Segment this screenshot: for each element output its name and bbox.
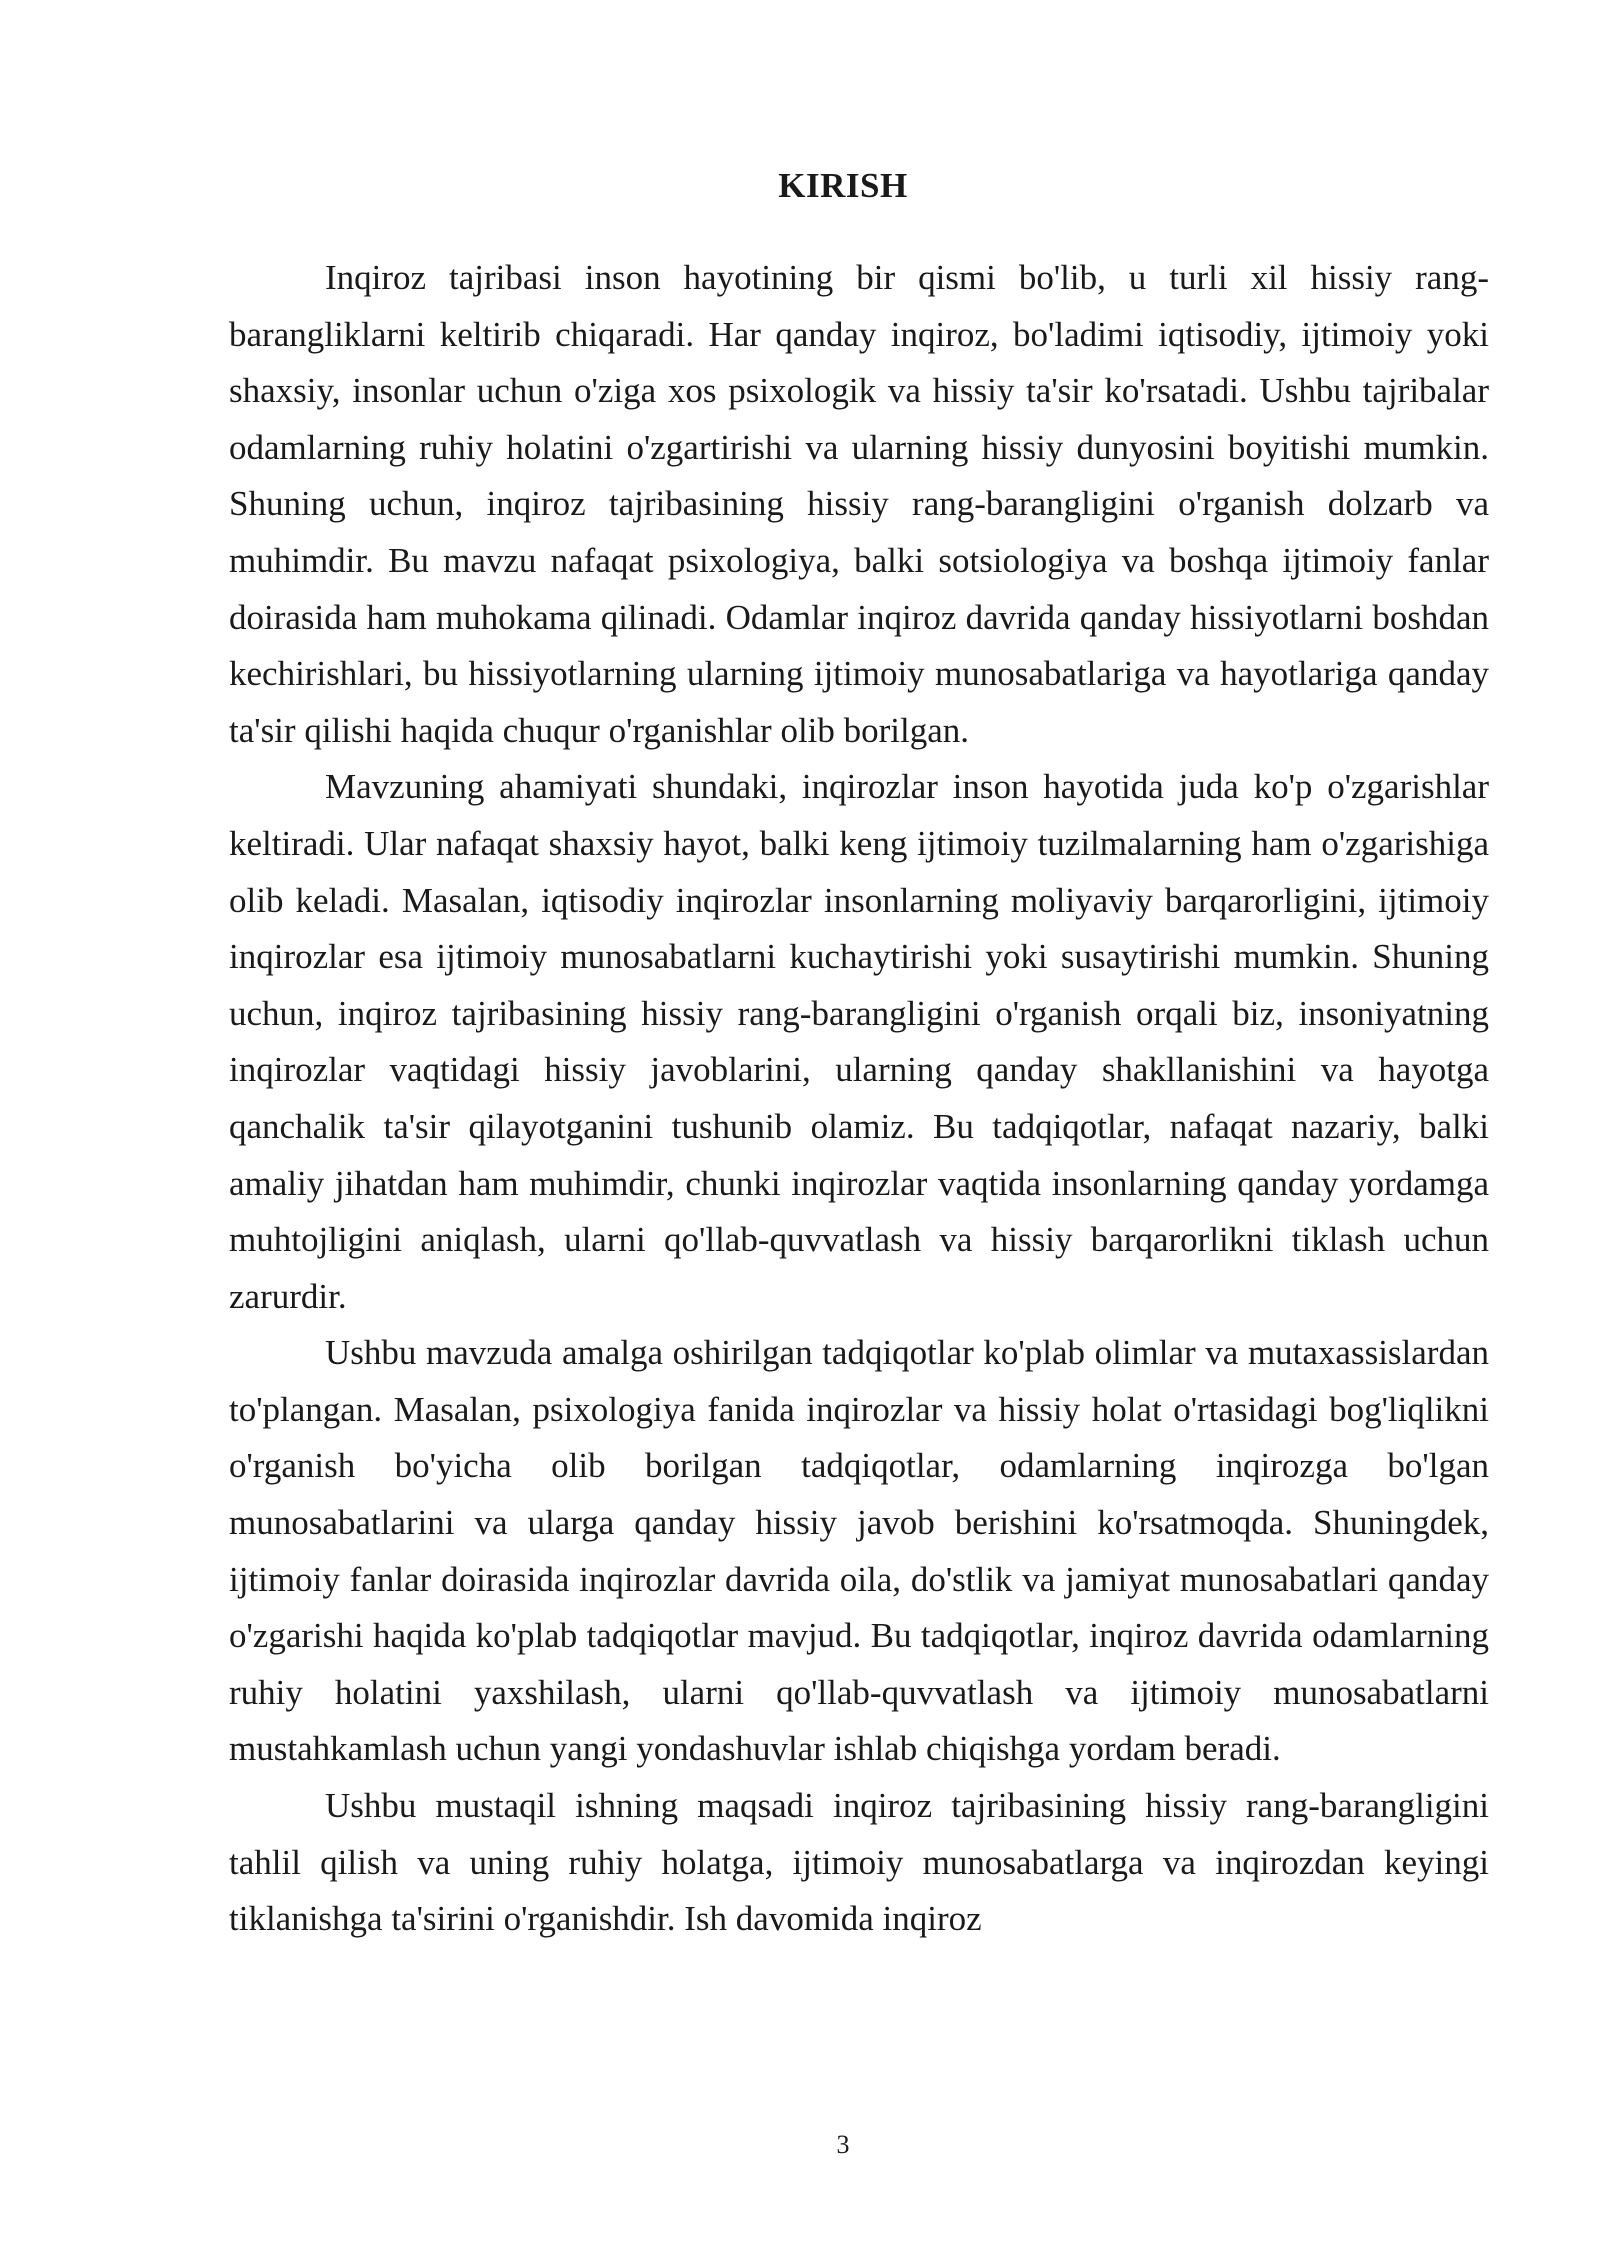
page-number: 3 (836, 2130, 850, 2159)
page-title: KIRISH (778, 166, 908, 205)
paragraph-2: Mavzuning ahamiyati shundaki, inqirozlar inson hayotida juda ko'p o'zgarishlar keltiradi. Ular nafaqat shaxsiy hayot, balki keng ijtimoiy tuzilmalarning ham o'zgarishiga olib keladi. Masalan, iqtisodiy inqirozlar insonlarning moliyaviy barqarorligini, ijtimoiy inqirozlar esa ijtimoiy munosabatlarni kuchaytirishi yoki susaytirishi mumkin. Shuning uchun, inqiroz tajribasining hissiy rang-barangligini o'rganish orqali biz, insoniyatning inqirozlar vaqtidagi hissiy javoblarini, ularning qanday shakllanishini va hayotga qanchalik ta'sir qilayotganini tushunib olamiz. Bu tadqiqotlar, nafaqat nazariy, balki amaliy jihatdan ham muhimdir, chunki inqirozlar vaqtida insonlarning qanday yordamga muhtojligini aniqlash, ularni qo'llab-quvvatlash va hissiy barqarorlikni tiklash uchun zarurdir. (229, 767, 1489, 1316)
paragraph-4: Ushbu mustaqil ishning maqsadi inqiroz tajribasining hissiy rang-barangligini tahlil qilish va uning ruhiy holatga, ijtimoiy munosabatlarga va inqirozdan keyingi tiklanishga ta'sirini o'rganishdir. Ish davomida inqiroz (229, 1786, 1489, 1939)
paragraph-1: Inqiroz tajribasi inson hayotining bir qismi bo'lib, u turli xil hissiy rang-barangliklarni keltirib chiqaradi. Har qanday inqiroz, bo'ladimi iqtisodiy, ijtimoiy yoki shaxsiy, insonlar uchun o'ziga xos psixologik va hissiy ta'sir ko'rsatadi. Ushbu tajribalar odamlarning ruhiy holatini o'zgartirishi va ularning hissiy dunyosini boyitishi mumkin. Shuning uchun, inqiroz tajribasining hissiy rang-barangligini o'rganish dolzarb va muhimdir. Bu mavzu nafaqat psixologiya, balki sotsiologiya va boshqa ijtimoiy fanlar doirasida ham muhokama qilinadi. Odamlar inqiroz davrida qanday hissiyotlarni boshdan kechirishlari, bu hissiyotlarning ularning ijtimoiy munosabatlariga va hayotlariga qanday ta'sir qilishi haqida chuqur o'rganishlar olib borilgan. (229, 258, 1489, 750)
body-text (229, 250, 1489, 1948)
paragraph-3: Ushbu mavzuda amalga oshirilgan tadqiqotlar ko'plab olimlar va mutaxassislardan to'plangan. Masalan, psixologiya fanida inqirozlar va hissiy holat o'rtasidagi bog'liqlikni o'rganish bo'yicha olib borilgan tadqiqotlar, odamlarning inqirozga bo'lgan munosabatlarini va ularga qanday hissiy javob berishini ko'rsatmoqda. Shuningdek, ijtimoiy fanlar doirasida inqirozlar davrida oila, do'stlik va jamiyat munosabatlari qanday o'zgarishi haqida ko'plab tadqiqotlar mavjud. Bu tadqiqotlar, inqiroz davrida odamlarning ruhiy holatini yaxshilash, ularni qo'llab-quvvatlash va ijtimoiy munosabatlarni mustahkamlash uchun yangi yondashuvlar ishlab chiqishga yordam beradi. (229, 1333, 1489, 1769)
